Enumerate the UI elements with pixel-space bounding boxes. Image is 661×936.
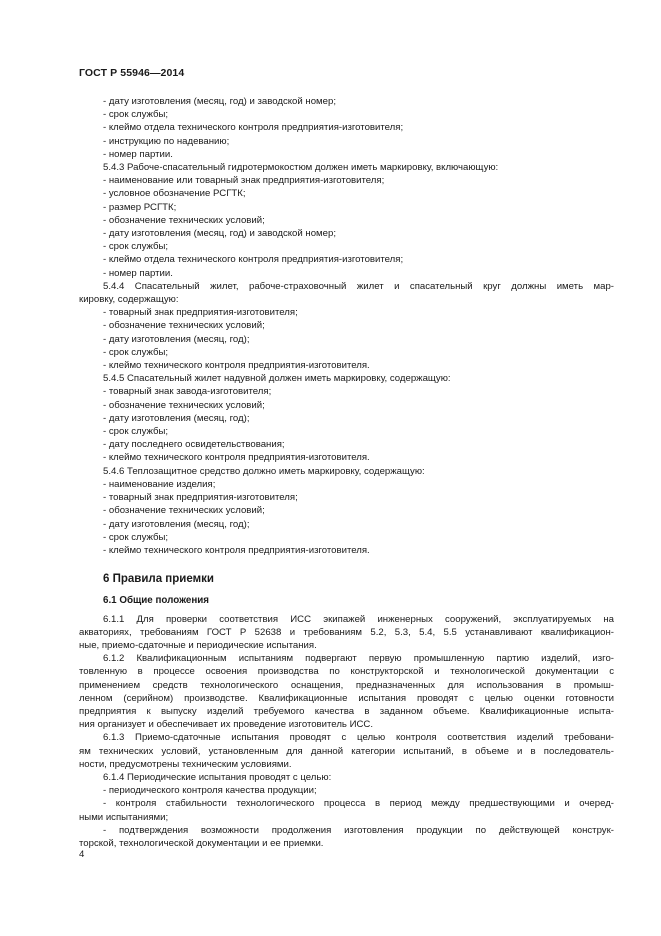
list-item: - товарный знак предприятия-изготовителя; [103, 492, 298, 504]
clause-title: 5.4.6 Теплозащитное средство должно иметь маркировку, содержащую: [103, 465, 425, 477]
paragraph-line: ности, предусмотрены техническим условиями. [79, 758, 292, 770]
subsection-title: 6.1 Общие положения [103, 595, 210, 607]
clause-title: 5.4.3 Рабоче-спасательный гидротермокостюм должен иметь маркировку, включающую: [103, 162, 499, 174]
clause-5-4-6 [79, 465, 614, 557]
paragraph-line: 6.1.4 Периодические испытания проводят с целью: [103, 771, 332, 783]
list-item: - срок службы; [103, 426, 169, 438]
list-item: - номер партии. [103, 267, 173, 279]
list-item: - срок службы; [103, 241, 169, 253]
list-item: - срок службы; [103, 346, 169, 358]
list-item: - обозначение технических условий; [103, 320, 265, 332]
list-item: - клеймо технического контроля предприятия-изготовителя. [103, 360, 370, 372]
list-item: - дату изготовления (месяц, год) и заводской номер; [103, 96, 336, 107]
list-item: - обозначение технических условий; [103, 214, 265, 226]
list-item: - обозначение технических условий; [103, 399, 265, 411]
list-item: - размер РСГТК; [103, 201, 177, 213]
page-number: 4 [79, 849, 85, 860]
paragraph-6-1-3 [79, 731, 614, 771]
list-item: - клеймо технического контроля предприятия-изготовителя. [103, 544, 370, 556]
list-item: - дату изготовления (месяц, год) и заводской номер; [103, 228, 336, 240]
clause-5-4-3 [79, 161, 614, 280]
paragraph-6-1-4 [79, 771, 614, 850]
document-header: ГОСТ Р 55946—2014 [79, 67, 185, 79]
clause-5-4-5 [79, 372, 614, 464]
clause-title: 5.4.4 Спасательный жилет, рабоче-страховочный жилет и спасательный круг должны иметь мар- [103, 280, 614, 292]
paragraph-line: акваториях, требованиям ГОСТ Р 52638 и требованиям 5.2, 5.3, 5.4, 5.5 устанавливают квалификацион- [79, 626, 614, 638]
list-item: - инструкцию по надеванию; [103, 135, 230, 147]
list-item: - срок службы; [103, 109, 169, 121]
paragraph-line: ные, приемо-сдаточные и периодические испытания. [79, 639, 317, 651]
list-item: - периодического контроля качества продукции; [103, 785, 317, 797]
clause-5-4-2-list [79, 95, 614, 161]
paragraph-line: товленную в процессе освоения производства по конструкторской и технологической документации с [79, 666, 614, 678]
paragraph-line: предприятия к выпуску изделий требуемого качества в заданном объеме. Квалификационные испыта- [79, 705, 614, 717]
document-body [79, 95, 614, 850]
paragraph-6-1-1 [79, 613, 614, 653]
paragraph-6-1-2 [79, 652, 614, 731]
paragraph-line: ния организует и обеспечивает их проведение изготовитель ИСС. [79, 719, 373, 731]
list-item: - товарный знак завода-изготовителя; [103, 386, 272, 398]
paragraph-line: ям технических условий, установленным для данной категории испытаний, в объеме и в последователь- [79, 745, 614, 757]
clause-5-4-4 [79, 280, 614, 372]
clause-title-cont: кировку, содержащую: [79, 294, 179, 306]
section-title: 6 Правила приемки [103, 573, 214, 586]
list-item: - контроля стабильности технологического процесса в период между предшествующими и очеред- [103, 798, 614, 810]
list-item: - дату последнего освидетельствования; [103, 439, 285, 451]
list-item: - дату изготовления (месяц, год); [103, 518, 250, 530]
list-item: - клеймо технического контроля предприятия-изготовителя. [103, 452, 370, 464]
paragraph-line: применением средств технологического оснащения, предназначенных для использования в промыш- [79, 679, 614, 691]
list-item: - номер партии. [103, 148, 173, 160]
clause-title: 5.4.5 Спасательный жилет надувной должен иметь маркировку, содержащую: [103, 373, 451, 385]
list-item: - дату изготовления (месяц, год); [103, 333, 250, 345]
list-item: - обозначение технических условий; [103, 505, 265, 517]
paragraph-line: 6.1.3 Приемо-сдаточные испытания проводят с целью контроля соответствия изделий требовани- [103, 732, 614, 744]
list-item: - товарный знак предприятия-изготовителя; [103, 307, 298, 319]
paragraph-line: 6.1.1 Для проверки соответствия ИСС экипажей инженерных сооружений, эксплуатируемых на [103, 613, 614, 625]
list-item-cont: торской, технологической документации и ее приемки. [79, 837, 324, 849]
list-item-cont: ными испытаниями; [79, 811, 169, 823]
list-item: - подтверждения возможности продолжения изготовления продукции по действующей конструк- [103, 824, 614, 836]
paragraph-line: ленном (серийном) производстве. Квалификационные испытания проводят с целью оценки готовности [79, 692, 614, 704]
paragraph-line: 6.1.2 Квалификационным испытаниям подвергают первую промышленную партию изделий, изго- [103, 653, 614, 665]
list-item: - клеймо отдела технического контроля предприятия-изготовителя; [103, 254, 404, 266]
list-item: - срок службы; [103, 531, 169, 543]
list-item: - наименование изделия; [103, 478, 216, 490]
list-item: - наименование или товарный знак предприятия-изготовителя; [103, 175, 385, 187]
list-item: - клеймо отдела технического контроля предприятия-изготовителя; [103, 122, 404, 134]
list-item: - условное обозначение РСГТК; [103, 188, 246, 200]
list-item: - дату изготовления (месяц, год); [103, 412, 250, 424]
